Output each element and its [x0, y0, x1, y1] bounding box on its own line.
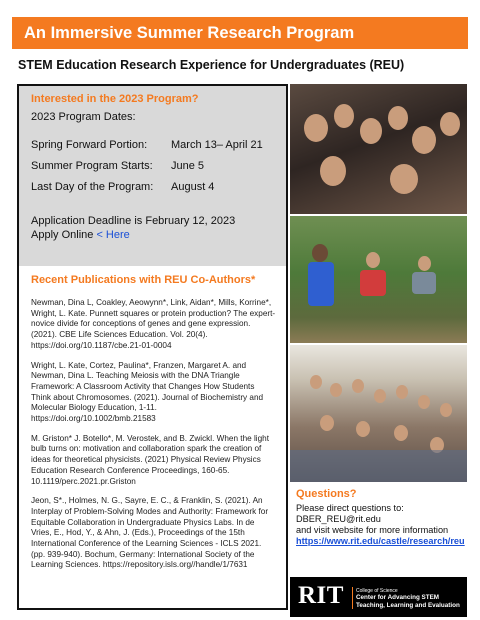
date-value: June 5 [171, 160, 205, 172]
application-deadline: Application Deadline is February 12, 2023 [31, 215, 236, 227]
questions-heading: Questions? [296, 488, 357, 500]
apply-here-link[interactable]: < Here [96, 229, 130, 241]
publication-item: M. Griston* J. Botello*, M. Verostek, and B. Zwickl. When the light bulb turns on: motivation and collaboration spark the creation of ideas for theoretical physicists. (2021) Physical Review Physics Education Research Conference Proceedings, 160-65. 10.1119/perc.2021.pr.Griston [31, 433, 269, 486]
publications-section [19, 266, 286, 571]
publication-item: Newman, Dina L, Coakley, Aeowynn*, Link, Aidan*, Mills, Korrine*, Wright, L. Kate. Punnett squares or protein production? The expert-novice divide for conceptions of genes and gene expression. (2021). CBE Life Sciences Education. Vol. 20(4). https://doi.org/10.1187/cbe.21-01-0004 [31, 298, 276, 350]
college-name: College of Science [356, 588, 398, 594]
group-photo-stairs [290, 345, 467, 482]
date-value: August 4 [171, 181, 215, 193]
publications-heading: Recent Publications with REU Co-Authors* [31, 274, 256, 286]
garden-photo [290, 216, 467, 343]
center-name: Center for Advancing STEM Teaching, Learning and Evaluation [356, 594, 460, 609]
contact-email[interactable]: DBER_REU@rit.edu [296, 514, 381, 524]
questions-text [296, 503, 472, 547]
date-label: Summer Program Starts: [31, 160, 153, 172]
date-label: Last Day of the Program: [31, 181, 154, 193]
rit-logo: RIT [298, 582, 344, 609]
publication-item: Wright, L. Kate, Cortez, Paulina*, Franzen, Margaret A. and Newman, Dina L. Teaching Meiosis with the DNA Triangle Framework: A Classroom Activity that Changes How Students Think about Chromosomes. (2021). Journal of Biochemistry and Molecular Biology Education, 1-11. https://doi.org/10.1002/bmb.21583 [31, 360, 264, 424]
apply-online-line [31, 229, 286, 241]
group-photo-selfie [290, 84, 467, 214]
logo-divider [352, 587, 353, 609]
program-dates-panel [19, 86, 286, 266]
rit-footer-logo [290, 577, 467, 617]
date-value: March 13– April 21 [171, 139, 263, 151]
page-subtitle: STEM Education Research Experience for Undergraduates (REU) [18, 58, 405, 72]
apply-prefix: Apply Online [31, 229, 97, 241]
questions-line: and visit website for more information [296, 525, 449, 535]
info-column [17, 84, 288, 610]
date-row-summer [31, 160, 286, 172]
program-heading: Interested in the 2023 Program? [31, 93, 199, 105]
date-label: Spring Forward Portion: [31, 139, 148, 151]
program-dates-title: 2023 Program Dates: [31, 111, 136, 123]
publication-item: Jeon, S*., Holmes, N. G., Sayre, E. C., & Franklin, S. (2021). An Interplay of Problem-Solving Modes and Authority: Framework for Equitable Collaboration in Undergraduate Physics Labs. In de Vries, E., Hod, Y., & Ahn, J. (Eds.), Proceedings of the 15th International Conference of the Learning Sciences - ICLS 2021. (pp. 939-940). Bochum, Germany: International Society of the Learning Sciences. https://repository.isls.org//handle/1/7631 [31, 496, 269, 570]
questions-line: Please direct questions to: [296, 503, 404, 513]
date-row-spring [31, 139, 286, 151]
banner-title: An Immersive Summer Research Program [12, 17, 468, 49]
website-link[interactable]: https://www.rit.edu/castle/research/reu [296, 536, 465, 546]
date-row-last-day [31, 181, 286, 193]
